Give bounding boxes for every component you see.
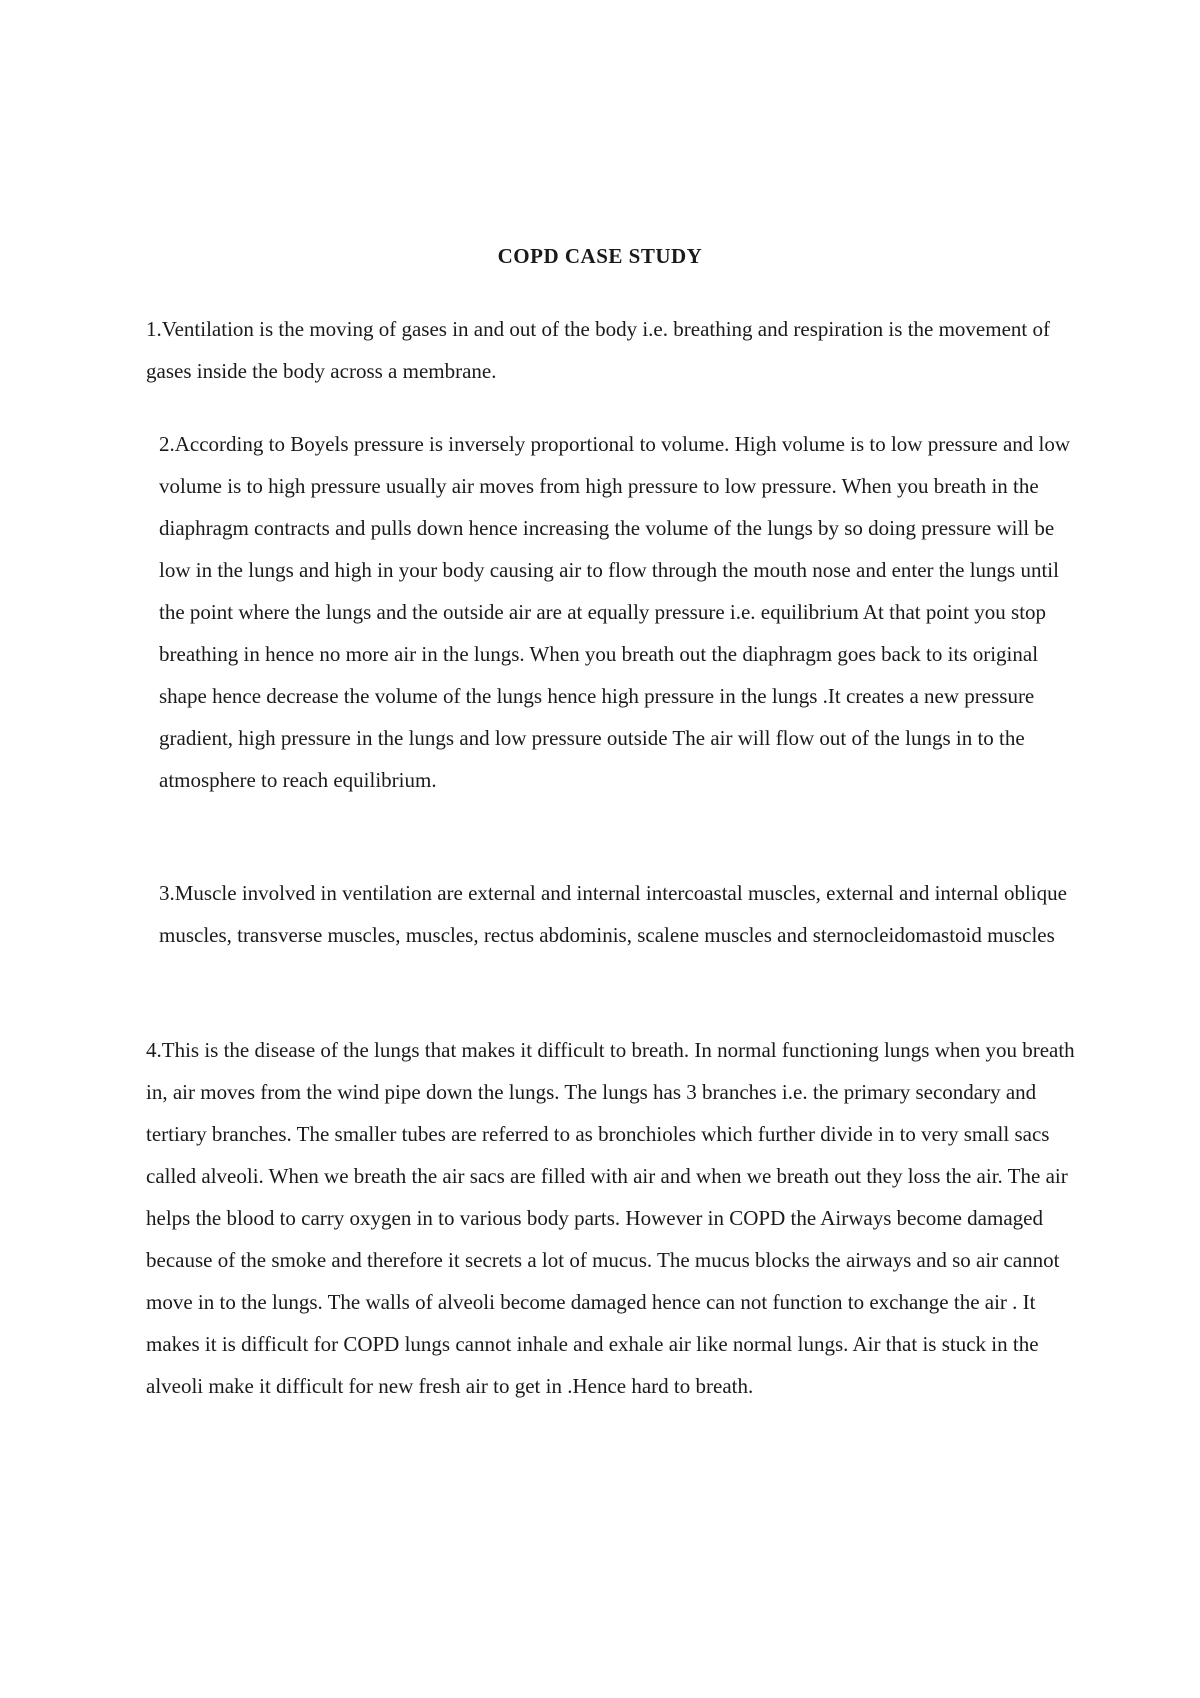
paragraph-boyles-law: 2.According to Boyels pressure is inversely proportional to volume. High volume is to low pressure and low volume is to high pressure usually air moves from high pressure to low pressure. When you breath in the diaphragm contracts and pulls down hence increasing the volume of the lungs by so doing pressure will be low in the lungs and high in your body causing air to flow through the mouth nose and enter the lungs until the point where the lungs and the outside air are at equally pressure i.e. equilibrium At that point you stop breathing in hence no more air in the lungs. When you breath out the diaphragm goes back to its original shape hence decrease the volume of the lungs hence high pressure in the lungs .It creates a new pressure gradient, high pressure in the lungs and low pressure outside The air will flow out of the lungs in to the atmosphere to reach equilibrium. — [159, 432, 1071, 792]
page-title: COPD CASE STUDY — [497, 244, 703, 268]
paragraph-muscles: 3.Muscle involved in ventilation are external and internal intercoastal muscles, external and internal oblique muscles, transverse muscles, muscles, rectus abdominis, scalene muscles and sternocleidomastoid muscles — [159, 881, 1067, 947]
paragraph-ventilation: 1.Ventilation is the moving of gases in and out of the body i.e. breathing and respiration is the movement of gases inside the body across a membrane. — [146, 317, 1050, 383]
paragraph-copd-disease: 4.This is the disease of the lungs that makes it difficult to breath. In normal functioning lungs when you breath in, air moves from the wind pipe down the lungs. The lungs has 3 branches i.e. the primary secondary and tertiary branches. The smaller tubes are referred to as bronchioles which further divide in to very small sacs called alveoli. When we breath the air sacs are filled with air and when we breath out they loss the air. The air helps the blood to carry oxygen in to various body parts. However in COPD the Airways become damaged because of the smoke and therefore it secrets a lot of mucus. The mucus blocks the airways and so air cannot move in to the lungs. The walls of alveoli become damaged hence can not function to exchange the air . It makes it is difficult for COPD lungs cannot inhale and exhale air like normal lungs. Air that is stuck in the alveoli make it difficult for new fresh air to get in .Hence hard to breath. — [146, 1038, 1075, 1398]
